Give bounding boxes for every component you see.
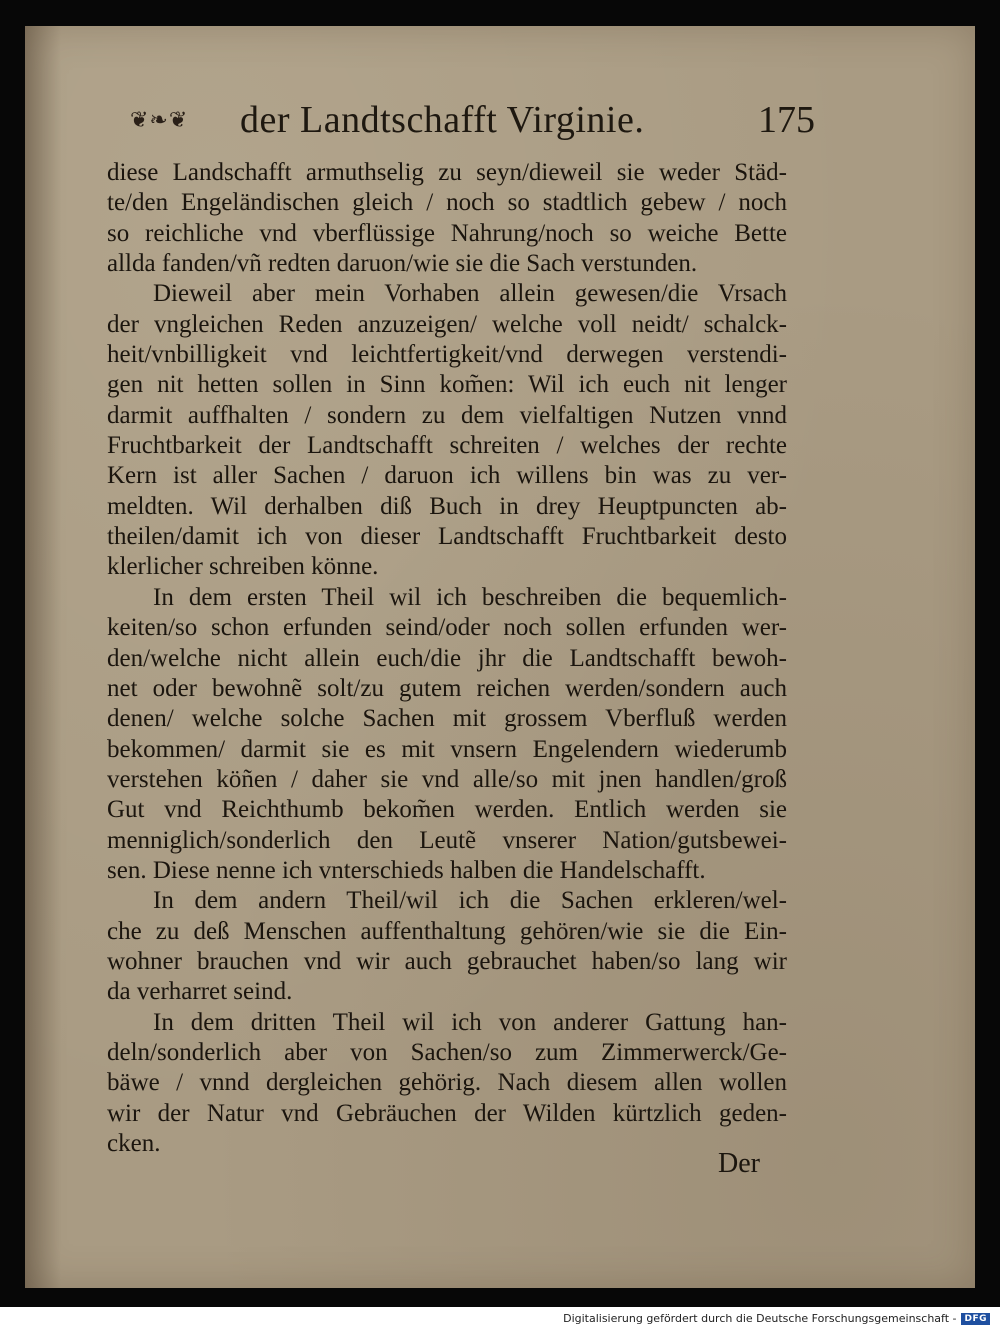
text-line: verstehen köñen / daher sie vnd alle/so mit jnen handlen/groß <box>107 765 787 793</box>
text-line: klerlicher schreiben könne. <box>107 553 379 581</box>
text-line: heit/vnbilligkeit vnd leichtfertigkeit/vnd derwegen verstendi- <box>107 341 787 369</box>
text-line: der vngleichen Reden anzuzeigen/ welche voll neidt/ schalck- <box>107 310 787 338</box>
text-line: den/welche nicht allein euch/die jhr die Landtschafft bewoh- <box>107 644 787 672</box>
text-line: che zu deß Menschen auffenthaltung gehören/wie sie die Ein- <box>107 917 787 945</box>
text-line: denen/ welche solche Sachen mit grossem Vberfluß werden <box>107 705 787 733</box>
text-line: theilen/damit ich von dieser Landtschafft Fruchtbarkeit desto <box>107 523 787 551</box>
dfg-logo: DFG <box>961 1313 990 1325</box>
text-line: wir der Natur vnd Gebräuchen der Wilden kürtzlich geden- <box>107 1099 787 1127</box>
paragraph <box>107 1008 787 1160</box>
head-ornament: ❦❧❦ <box>130 108 189 133</box>
text-line: cken. <box>107 1130 161 1157</box>
text-line: gen nit hetten sollen in Sinn kom̃en: Wil ich euch nit lenger <box>107 371 787 399</box>
text-line: so reichliche vnd vberflüssige Nahrung/noch so weiche Bette <box>107 219 787 247</box>
text-line: menniglich/sonderlich den Leutẽ vnserer Nation/gutsbewei- <box>107 826 787 854</box>
page-gutter-shadow <box>25 26 61 1288</box>
text-line: Dieweil aber mein Vorhaben allein gewesen/die Vrsach <box>153 280 787 308</box>
text-line: In dem andern Theil/wil ich die Sachen erkleren/wel- <box>153 887 787 915</box>
running-head <box>25 98 975 148</box>
text-line: meldten. Wil derhalben diß Buch in drey Heuptpuncten ab- <box>107 492 787 520</box>
text-line: allda fanden/vñ redten daruon/wie sie die Sach verstunden. <box>107 250 698 278</box>
running-head-title: der Landtschafft Virginie. <box>240 99 645 141</box>
text-line: Kern ist aller Sachen / daruon ich willens bin was zu ver- <box>107 462 787 490</box>
body-text <box>107 158 787 1159</box>
page-number: 175 <box>758 99 815 141</box>
funding-note: Digitalisierung gefördert durch die Deutsche Forschungsgemeinschaft - <box>563 1312 957 1325</box>
text-line: bäwe / vnnd dergleichen gehörig. Nach diesem allen wollen <box>107 1069 787 1097</box>
text-line: keiten/so schon erfunden seind/oder noch sollen erfunden wer- <box>107 614 787 642</box>
text-line: da verharret seind. <box>107 978 293 1006</box>
text-line: Fruchtbarkeit der Landtschafft schreiten / welches der rechte <box>107 432 787 460</box>
text-line: wohner brauchen vnd wir auch gebrauchet haben/so lang wir <box>107 947 787 975</box>
text-line: In dem dritten Theil wil ich von anderer Gattung han- <box>153 1008 787 1036</box>
text-line: darmit auffhalten / sondern zu dem vielfaltigen Nutzen vnnd <box>107 401 787 429</box>
paragraph <box>107 886 787 1007</box>
text-line: Gut vnd Reichthumb bekom̃en werden. Entlich werden sie <box>107 796 787 824</box>
text-line: sen. Diese nenne ich vnterschieds halben die Handelschafft. <box>107 856 706 884</box>
text-line: deln/sonderlich aber von Sachen/so zum Zimmerwerck/Ge- <box>107 1038 787 1066</box>
text-line: te/den Engeländischen gleich / noch so stadtlich gebew / noch <box>107 189 787 217</box>
text-line: bekommen/ darmit sie es mit vnsern Engelendern wiederumb <box>107 735 787 763</box>
paragraph <box>107 279 787 582</box>
paragraph <box>107 583 787 886</box>
book-page <box>25 26 975 1288</box>
text-line: net oder bewohnẽ solt/zu gutem reichen werden/sondern auch <box>107 674 787 702</box>
digitization-footer <box>563 1312 990 1325</box>
paragraph <box>107 158 787 279</box>
text-line: diese Landschafft armuthselig zu seyn/dieweil sie weder Städ- <box>107 159 787 186</box>
text-line: In dem ersten Theil wil ich beschreiben die bequemlich- <box>153 583 787 611</box>
catchword: Der <box>718 1148 760 1179</box>
